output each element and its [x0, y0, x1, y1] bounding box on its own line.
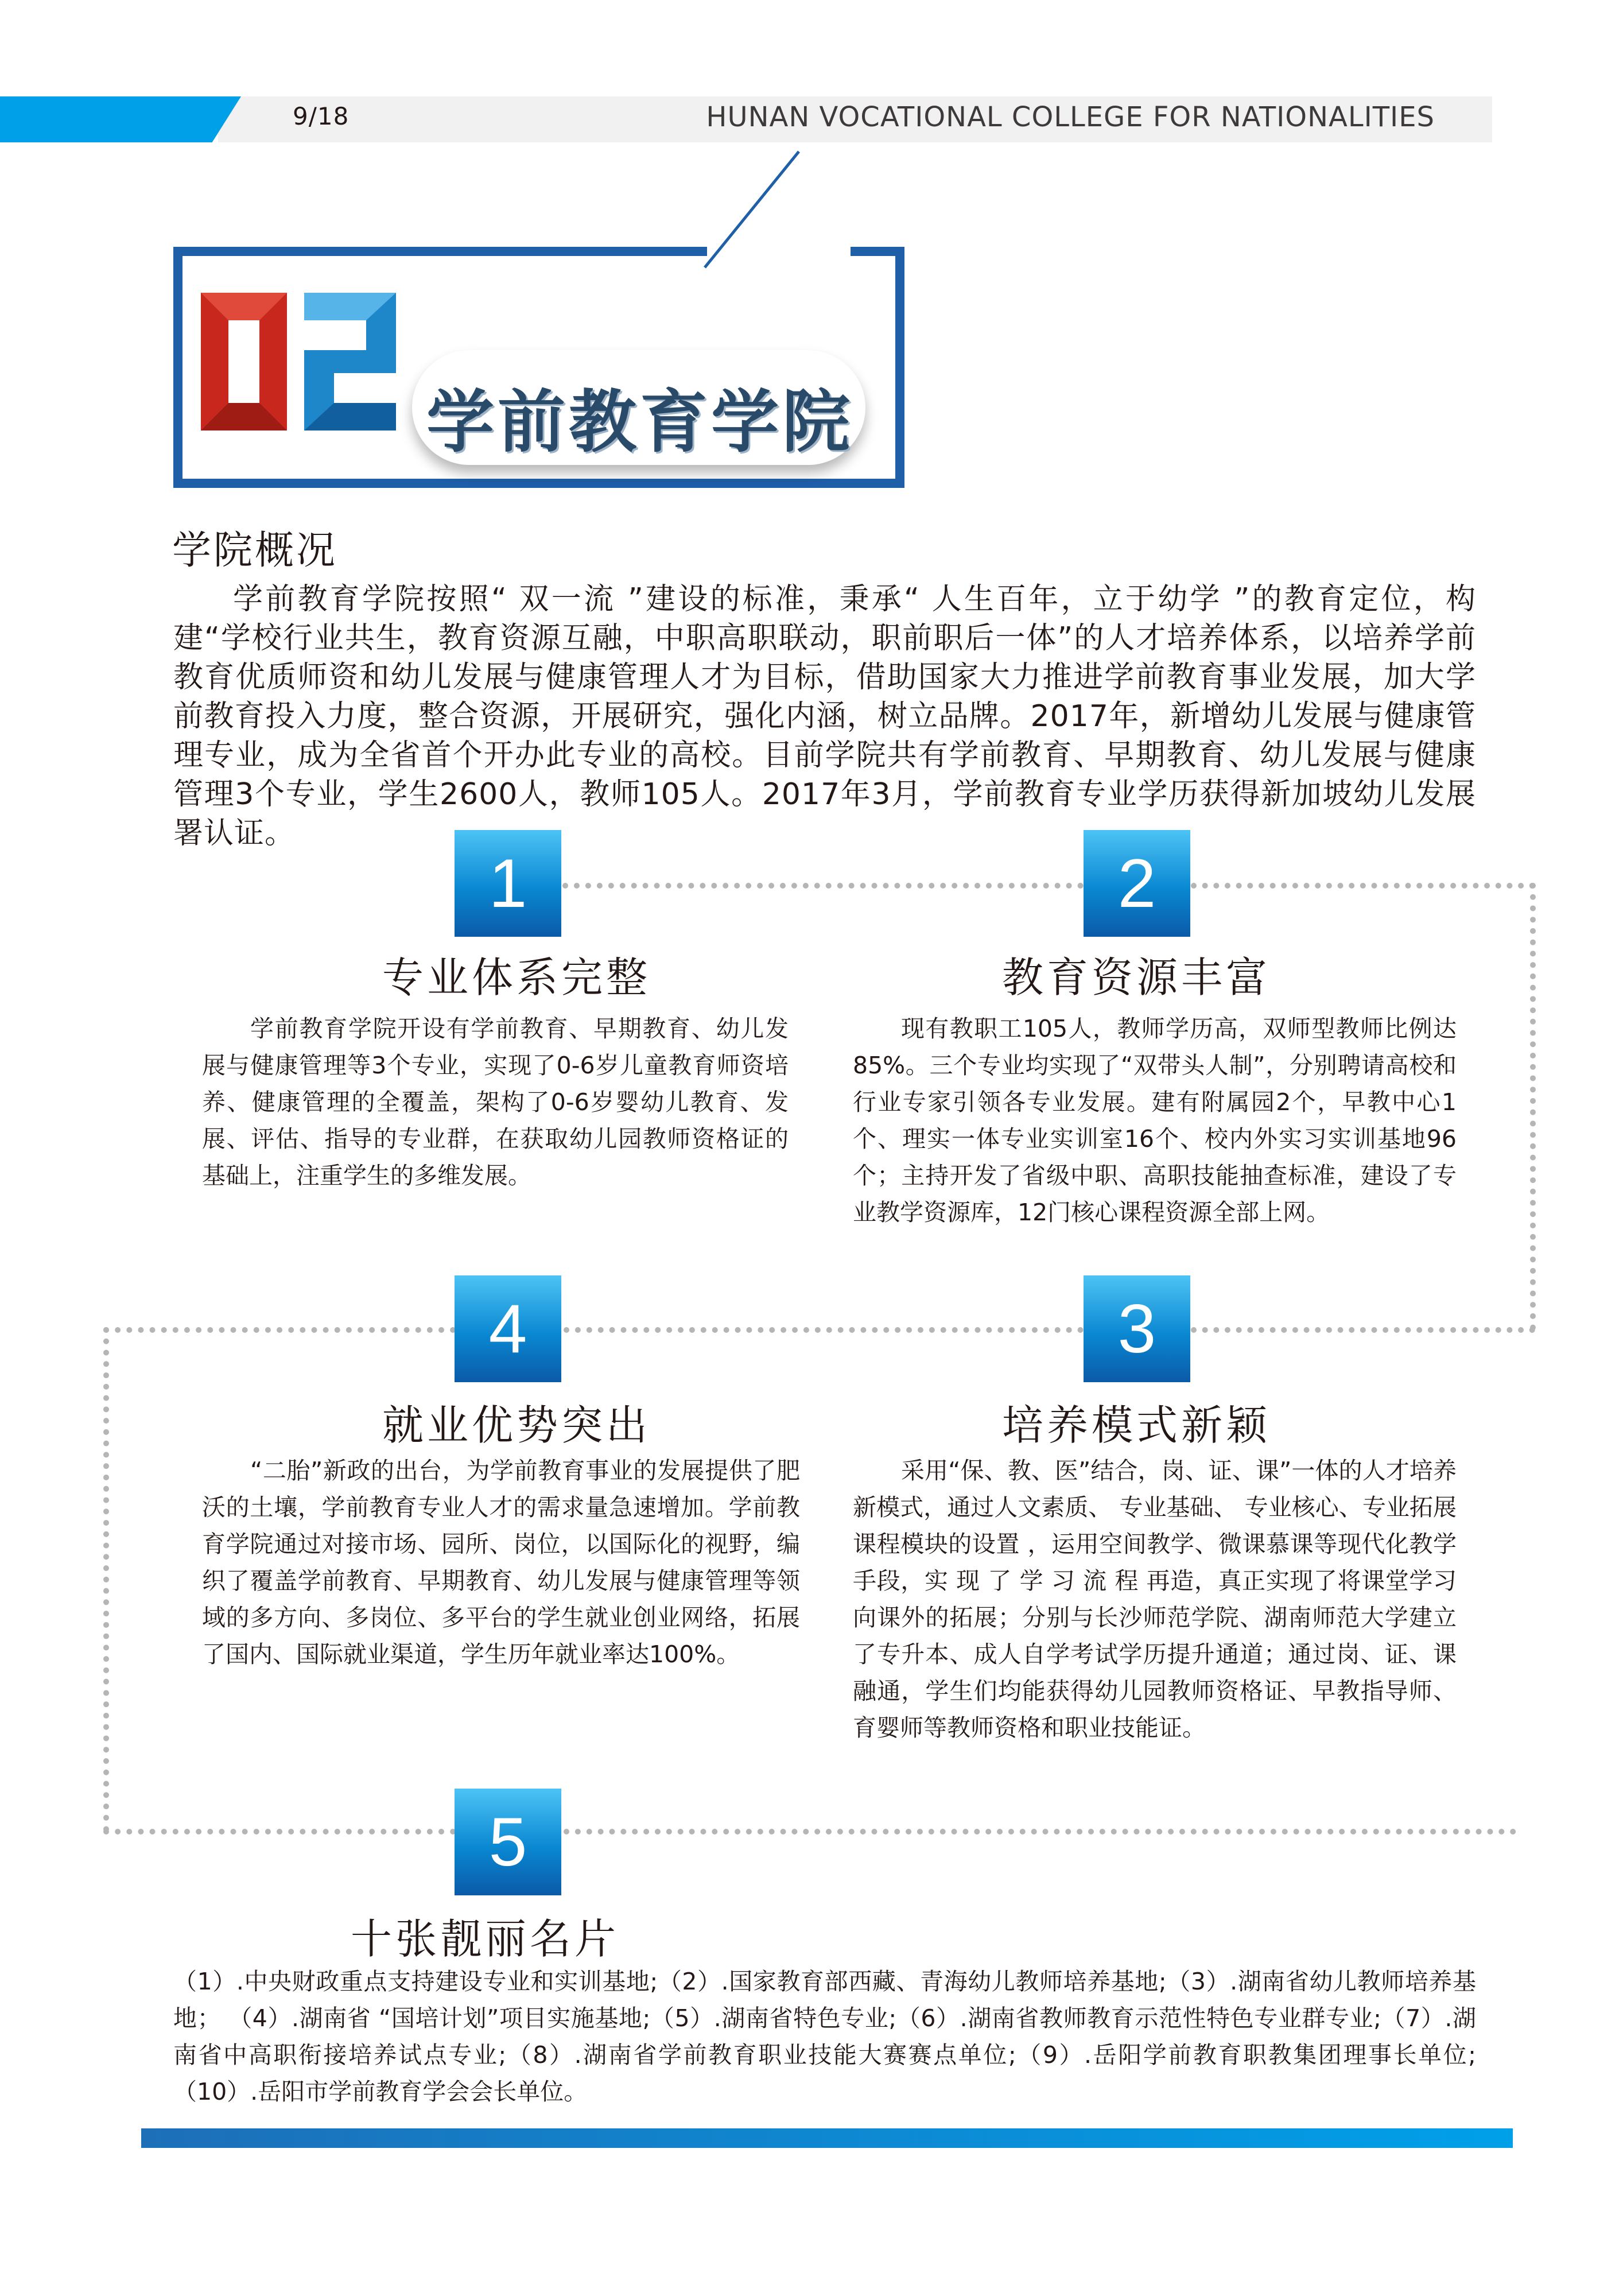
overview-body	[173, 580, 1476, 853]
item-description	[853, 1010, 1457, 1231]
overview-paragraph: 学前教育学院按照“ 双一流 ”建设的标准，秉承“ 人生百年，立于幼学 ”的教育定位，构建“学校行业共生，教育资源互融，中职高职联动，职前职后一体”的人才培养体系，以培养学前教育优质师资和幼儿发展与健康管理人才为目标，借助国家大力推进学前教育事业发展，加大学前教育投入力度，整合资源，开展研究，强化内涵，树立品牌。2017年，新增幼儿发展与健康管理专业，成为全省首个开办此专业的高校。目前学院共有学前教育、早期教育、幼儿发展与健康管理3个专业，学生2600人，教师105人。2017年3月，学前教育专业学历获得新加坡幼儿发展署认证。	[173, 582, 1476, 851]
college-name: HUNAN VOCATIONAL COLLEGE FOR NATIONALITIES	[706, 101, 1435, 133]
item-paragraph: “二胎”新政的出台，为学前教育事业的发展提供了肥沃的土壤，学前教育专业人才的需求量急速增加。学前教育学院通过对接市场、园所、岗位，以国际化的视野，编织了覆盖学前教育、早期教育、幼儿发展与健康管理等领域的多方向、多岗位、多平台的学生就业创业网络，拓展了国内、国际就业渠道，学生历年就业率达100%。	[202, 1457, 800, 1668]
item-number-badge: 4	[455, 1275, 561, 1382]
connector-4-3	[103, 1327, 502, 1333]
item-title: 就业优势突出	[382, 1401, 651, 1449]
section-title: 学前教育学院	[426, 382, 853, 461]
connector-right-3	[1191, 1327, 1535, 1333]
item-description	[173, 1963, 1476, 2110]
item-number-badge: 5	[455, 1789, 561, 1895]
item-number-badge: 3	[1084, 1275, 1190, 1382]
item-paragraph: 采用“保、教、医”结合，岗、证、课”一体的人才培养新模式，通过人文素质、 专业基础、 专业核心、专业拓展课程模块的设置 ，运用空间教学、微课慕课等现代化教学手段，实 现 了 学 习 流 程 再造，真正实现了将课堂学习向课外的拓展；分别与长沙师范学院、湖南师范大学建立了专升本、成人自学考试学历提升通道；通过岗、证、课融通，学生们均能获得幼儿园教师资格证、早教指导师、育婴师等教师资格和职业技能证。	[853, 1457, 1457, 1742]
connector-4-3b	[564, 1327, 1084, 1333]
overview-heading: 学院概况	[172, 528, 338, 573]
section-number-graphic	[195, 287, 402, 436]
connector-1-2	[562, 883, 1084, 889]
item-description	[853, 1452, 1457, 1746]
page-number: 9/18	[293, 102, 350, 130]
item-description	[202, 1010, 789, 1194]
item-title: 专业体系完整	[382, 953, 651, 1002]
footer-bar	[141, 2128, 1513, 2148]
item-paragraph: （1）.中央财政重点支持建设专业和实训基地;（2）.国家教育部西藏、青海幼儿教师培养基地;（3）.湖南省幼儿教师培养基地； （4）.湖南省 “国培计划”项目实施基地;（5）.湖南省特色专业;（6）.湖南省教师教育示范性特色专业群专业;（7）.湖南省中高职衔接培养试点专业;（8）.湖南省学前教育职业技能大赛赛点单位;（9）.岳阳学前教育职教集团理事长单位;（10）.岳阳市学前教育学会会长单位。	[173, 1968, 1476, 2105]
connector-left-vertical	[103, 1327, 109, 1832]
item-number-badge: 2	[1084, 830, 1190, 937]
connector-right-vertical	[1530, 883, 1536, 1331]
item-title: 教育资源丰富	[1001, 953, 1271, 1002]
item-title: 培养模式新颖	[1001, 1401, 1271, 1449]
connector-2-right	[1191, 883, 1535, 889]
item-paragraph: 学前教育学院开设有学前教育、早期教育、幼儿发展与健康管理等3个专业，实现了0-6岁儿童教育师资培养、健康管理的全覆盖，架构了0-6岁婴幼儿教育、发展、评估、指导的专业群，在获取幼儿园教师资格证的基础上，注重学生的多维发展。	[202, 1015, 789, 1189]
item-title: 十张靓丽名片	[350, 1915, 619, 1963]
connector-5-right	[564, 1829, 1516, 1835]
header-accent	[0, 96, 241, 142]
item-description	[202, 1452, 800, 1673]
connector-left-5	[103, 1829, 502, 1835]
item-number-badge: 1	[455, 830, 561, 937]
item-paragraph: 现有教职工105人，教师学历高，双师型教师比例达85%。三个专业均实现了“双带头人制”，分别聘请高校和行业专家引领各专业发展。建有附属园2个，早教中心1个、理实一体专业实训室16个、校内外实习实训基地96个；主持开发了省级中职、高职技能抽查标准，建设了专业教学资源库，12门核心课程资源全部上网。	[853, 1015, 1457, 1226]
